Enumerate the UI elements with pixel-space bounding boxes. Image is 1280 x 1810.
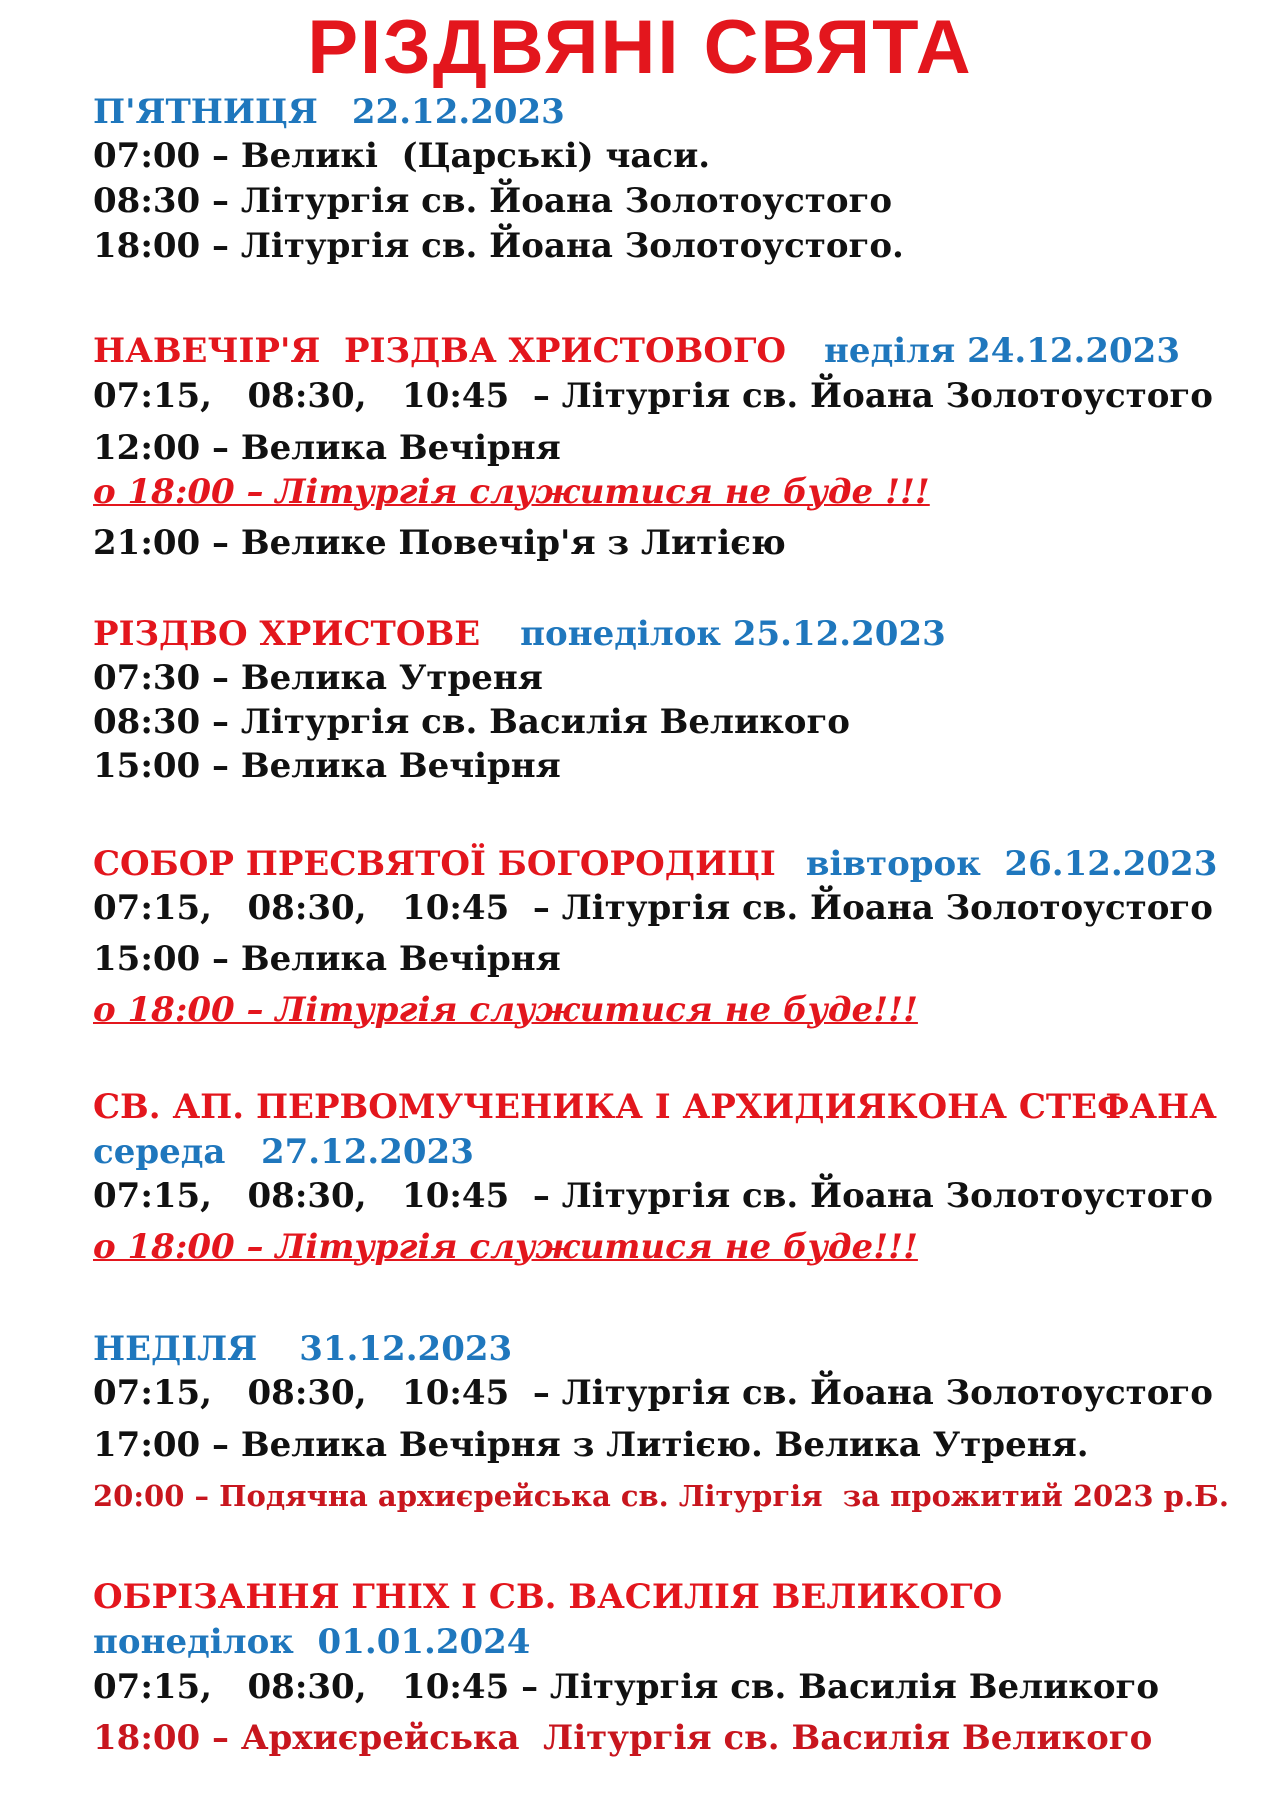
schedule-line: 07:15, 08:30, 10:45 – Літургія св. Йоана Золотоустого [93,1373,1213,1413]
section-date: 22.12.2023 [351,92,565,132]
section-date: вівторок 26.12.2023 [805,844,1218,884]
schedule-line: 07:15, 08:30, 10:45 – Літургія св. Василія Великого [93,1667,1160,1707]
section-date: середа 27.12.2023 [93,1132,474,1172]
schedule-line: 21:00 – Велике Повечір'я з Литією [93,523,786,563]
schedule-line: 07:15, 08:30, 10:45 – Літургія св. Йоана Золотоустого [93,888,1213,928]
notice-line: о 18:00 – Літургія служитися не буде!!! [93,990,918,1030]
schedule-line: 15:00 – Велика Вечірня [93,939,561,979]
schedule-line: 08:30 – Літургія св. Йоана Золотоустого [93,181,893,221]
notice-line: о 18:00 – Літургія служитися не буде !!! [93,472,930,512]
notice-line: о 18:00 – Літургія служитися не буде!!! [93,1227,918,1267]
schedule-line: 12:00 – Велика Вечірня [93,428,561,468]
section-heading-sunday [93,1329,512,1369]
section-heading: РІЗДВО ХРИСТОВЕ [93,614,481,654]
section-heading-christmas [93,614,946,654]
section-heading-christmas-eve [93,331,1180,371]
section-date: понеділок 25.12.2023 [520,614,946,654]
schedule-line: 17:00 – Велика Вечірня з Литією. Велика Утреня. [93,1425,1089,1465]
section-heading: П'ЯТНИЦЯ [93,92,318,132]
section-heading: НЕДІЛЯ [93,1329,258,1369]
section-heading: СВ. АП. ПЕРВОМУЧЕНИКА І АРХИДИЯКОНА СТЕФАНА [93,1087,1217,1127]
highlight-line: 20:00 – Подячна архиєрейська св. Літургія за прожитий 2023 р.Б. [93,1479,1229,1513]
page-title: РІЗДВЯНІ СВЯТА [307,5,973,90]
section-date: неділя 24.12.2023 [824,331,1181,371]
section-heading-friday [93,92,565,132]
schedule-line: 07:15, 08:30, 10:45 – Літургія св. Йоана Золотоустого [93,1176,1213,1216]
highlight-line: 18:00 – Архиєрейська Літургія св. Василія Великого [93,1718,1153,1758]
section-heading-theotokos [93,844,1217,884]
section-heading: ОБРІЗАННЯ ГНІХ І СВ. ВАСИЛІЯ ВЕЛИКОГО [93,1577,1003,1617]
schedule-line: 18:00 – Літургія св. Йоана Золотоустого. [93,226,904,266]
schedule-line: 07:15, 08:30, 10:45 – Літургія св. Йоана Золотоустого [93,376,1213,416]
section-heading: НАВЕЧІР'Я РІЗДВА ХРИСТОВОГО [93,331,787,371]
schedule-line: 07:30 – Велика Утреня [93,658,543,698]
schedule-line: 07:00 – Великі (Царські) часи. [93,136,711,176]
section-date: понеділок 01.01.2024 [93,1622,531,1662]
section-heading: СОБОР ПРЕСВЯТОЇ БОГОРОДИЦІ [93,844,776,884]
schedule-line: 08:30 – Літургія св. Василія Великого [93,702,850,742]
schedule-line: 15:00 – Велика Вечірня [93,746,561,786]
section-date: 31.12.2023 [299,1329,513,1369]
